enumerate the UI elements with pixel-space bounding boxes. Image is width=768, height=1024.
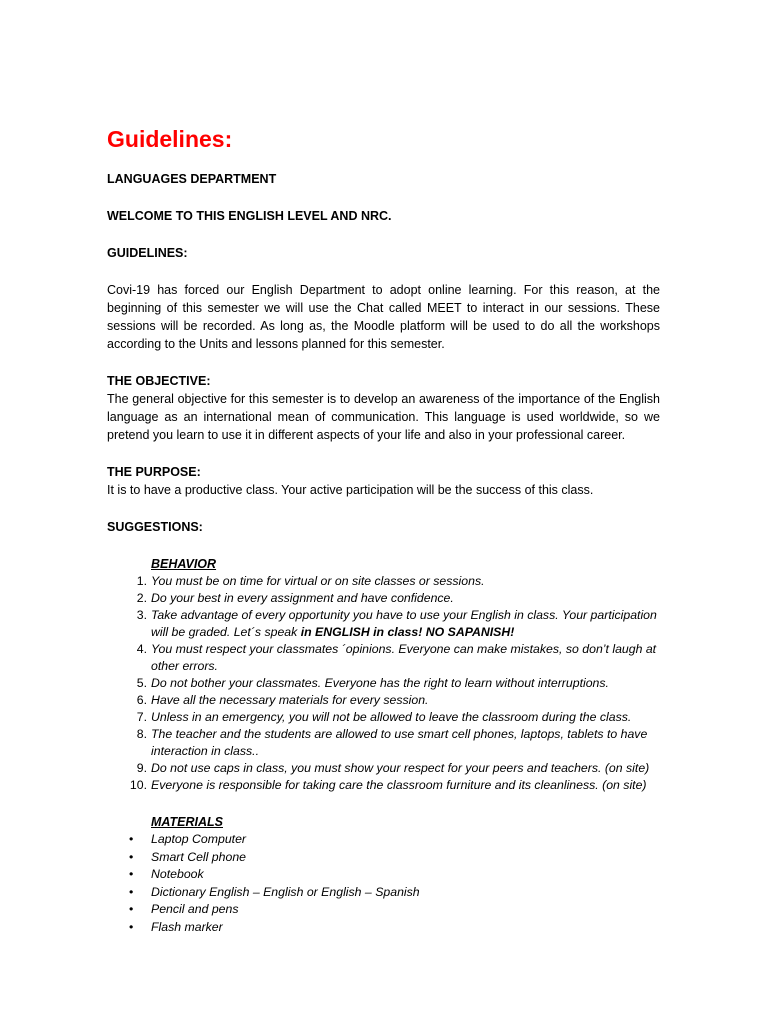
behavior-item	[107, 573, 660, 590]
behavior-item-text: Do not use caps in class, you must show your respect for your peers and teachers. (on site)	[151, 761, 650, 775]
behavior-item-number: 7.	[136, 710, 147, 724]
behavior-item-number: 8.	[136, 727, 147, 741]
behavior-item-text: Do not bother your classmates. Everyone has the right to learn without interruptions.	[151, 676, 609, 690]
suggestions-heading: SUGGESTIONS:	[107, 520, 203, 534]
bullet-icon: •	[129, 867, 134, 881]
bullet-icon: •	[129, 884, 134, 899]
behavior-item	[107, 777, 660, 794]
behavior-item-text: You must respect your classmates ´opinions. Everyone can make mistakes, so don’t laugh at other errors.	[151, 642, 657, 673]
behavior-item-number: 5.	[136, 676, 147, 690]
materials-item	[107, 884, 660, 902]
materials-item-text: Pencil and pens	[151, 902, 239, 916]
behavior-item-text: The teacher and the students are allowed to use smart cell phones, laptops, tablets to have interaction in class..	[151, 727, 648, 758]
document-title: Guidelines:	[107, 126, 233, 152]
purpose-paragraph: It is to have a productive class. Your active participation will be the success of this class.	[107, 483, 594, 497]
behavior-item-text: You must be on time for virtual or on site classes or sessions.	[151, 574, 485, 588]
behavior-item-text: Take advantage of every opportunity you have to use your English in class. Your participation will be graded. Let´s speak	[151, 608, 657, 639]
behavior-item-text: Do your best in every assignment and have confidence.	[151, 591, 454, 605]
materials-item	[107, 901, 660, 919]
materials-item-text: Laptop Computer	[151, 832, 247, 846]
behavior-item	[107, 607, 660, 641]
welcome-heading: WELCOME TO THIS ENGLISH LEVEL AND NRC.	[107, 209, 392, 223]
behavior-item-number: 3.	[136, 608, 147, 622]
behavior-item	[107, 675, 660, 692]
behavior-heading: BEHAVIOR	[151, 557, 217, 571]
materials-item	[107, 849, 660, 867]
materials-item-text: Dictionary English – English or English – Spanish	[151, 884, 420, 899]
behavior-item	[107, 760, 660, 777]
materials-item	[107, 919, 660, 937]
materials-item	[107, 866, 660, 884]
behavior-item-text: Unless in an emergency, you will not be allowed to leave the classroom during the class.	[151, 710, 632, 724]
behavior-item	[107, 709, 660, 726]
behavior-item-number: 4.	[136, 642, 147, 656]
objective-heading: THE OBJECTIVE:	[107, 374, 211, 388]
behavior-item-number: 6.	[136, 693, 147, 707]
behavior-item-number: 10.	[129, 778, 147, 792]
bullet-icon: •	[129, 919, 134, 934]
materials-item-text: Notebook	[151, 867, 204, 881]
materials-item-text: Smart Cell phone	[151, 849, 247, 864]
materials-item-text: Flash marker	[151, 919, 223, 934]
behavior-item-number: 9.	[136, 761, 147, 775]
behavior-item	[107, 692, 660, 709]
bullet-icon: •	[129, 849, 134, 864]
materials-list	[107, 831, 660, 936]
materials-heading: MATERIALS	[151, 815, 223, 829]
guidelines-heading: GUIDELINES:	[107, 246, 188, 260]
behavior-item	[107, 641, 660, 675]
materials-item	[107, 831, 660, 849]
behavior-item-number: 2.	[136, 591, 147, 605]
document-body	[107, 170, 660, 936]
behavior-list	[107, 573, 660, 794]
intro-paragraph: Covi-19 has forced our English Department to adopt online learning. For this reason, at the beginning of this semester we will use the Chat called MEET to interact in our sessions. These sessions will be recorded. As long as, the Moodle platform will be used to do all the workshops according to the Units and lessons planned for this semester.	[107, 283, 660, 351]
bullet-icon: •	[129, 832, 134, 846]
department-heading: LANGUAGES DEPARTMENT	[107, 172, 277, 186]
behavior-item-text: Everyone is responsible for taking care the classroom furniture and its cleanliness. (on site)	[151, 778, 647, 792]
purpose-heading: THE PURPOSE:	[107, 465, 201, 479]
behavior-item-number: 1.	[136, 574, 147, 588]
behavior-item-text: Have all the necessary materials for every session.	[151, 693, 429, 707]
objective-paragraph: The general objective for this semester is to develop an awareness of the importance of the English language as an international mean of communication. This language is used worldwide, so we pretend you learn to use it in different aspects of your life and also in your professional career.	[107, 392, 660, 442]
bullet-icon: •	[129, 902, 134, 916]
behavior-item	[107, 726, 660, 760]
behavior-item	[107, 590, 660, 607]
behavior-item-emphasis: in ENGLISH in class! NO SAPANISH!	[300, 625, 515, 639]
